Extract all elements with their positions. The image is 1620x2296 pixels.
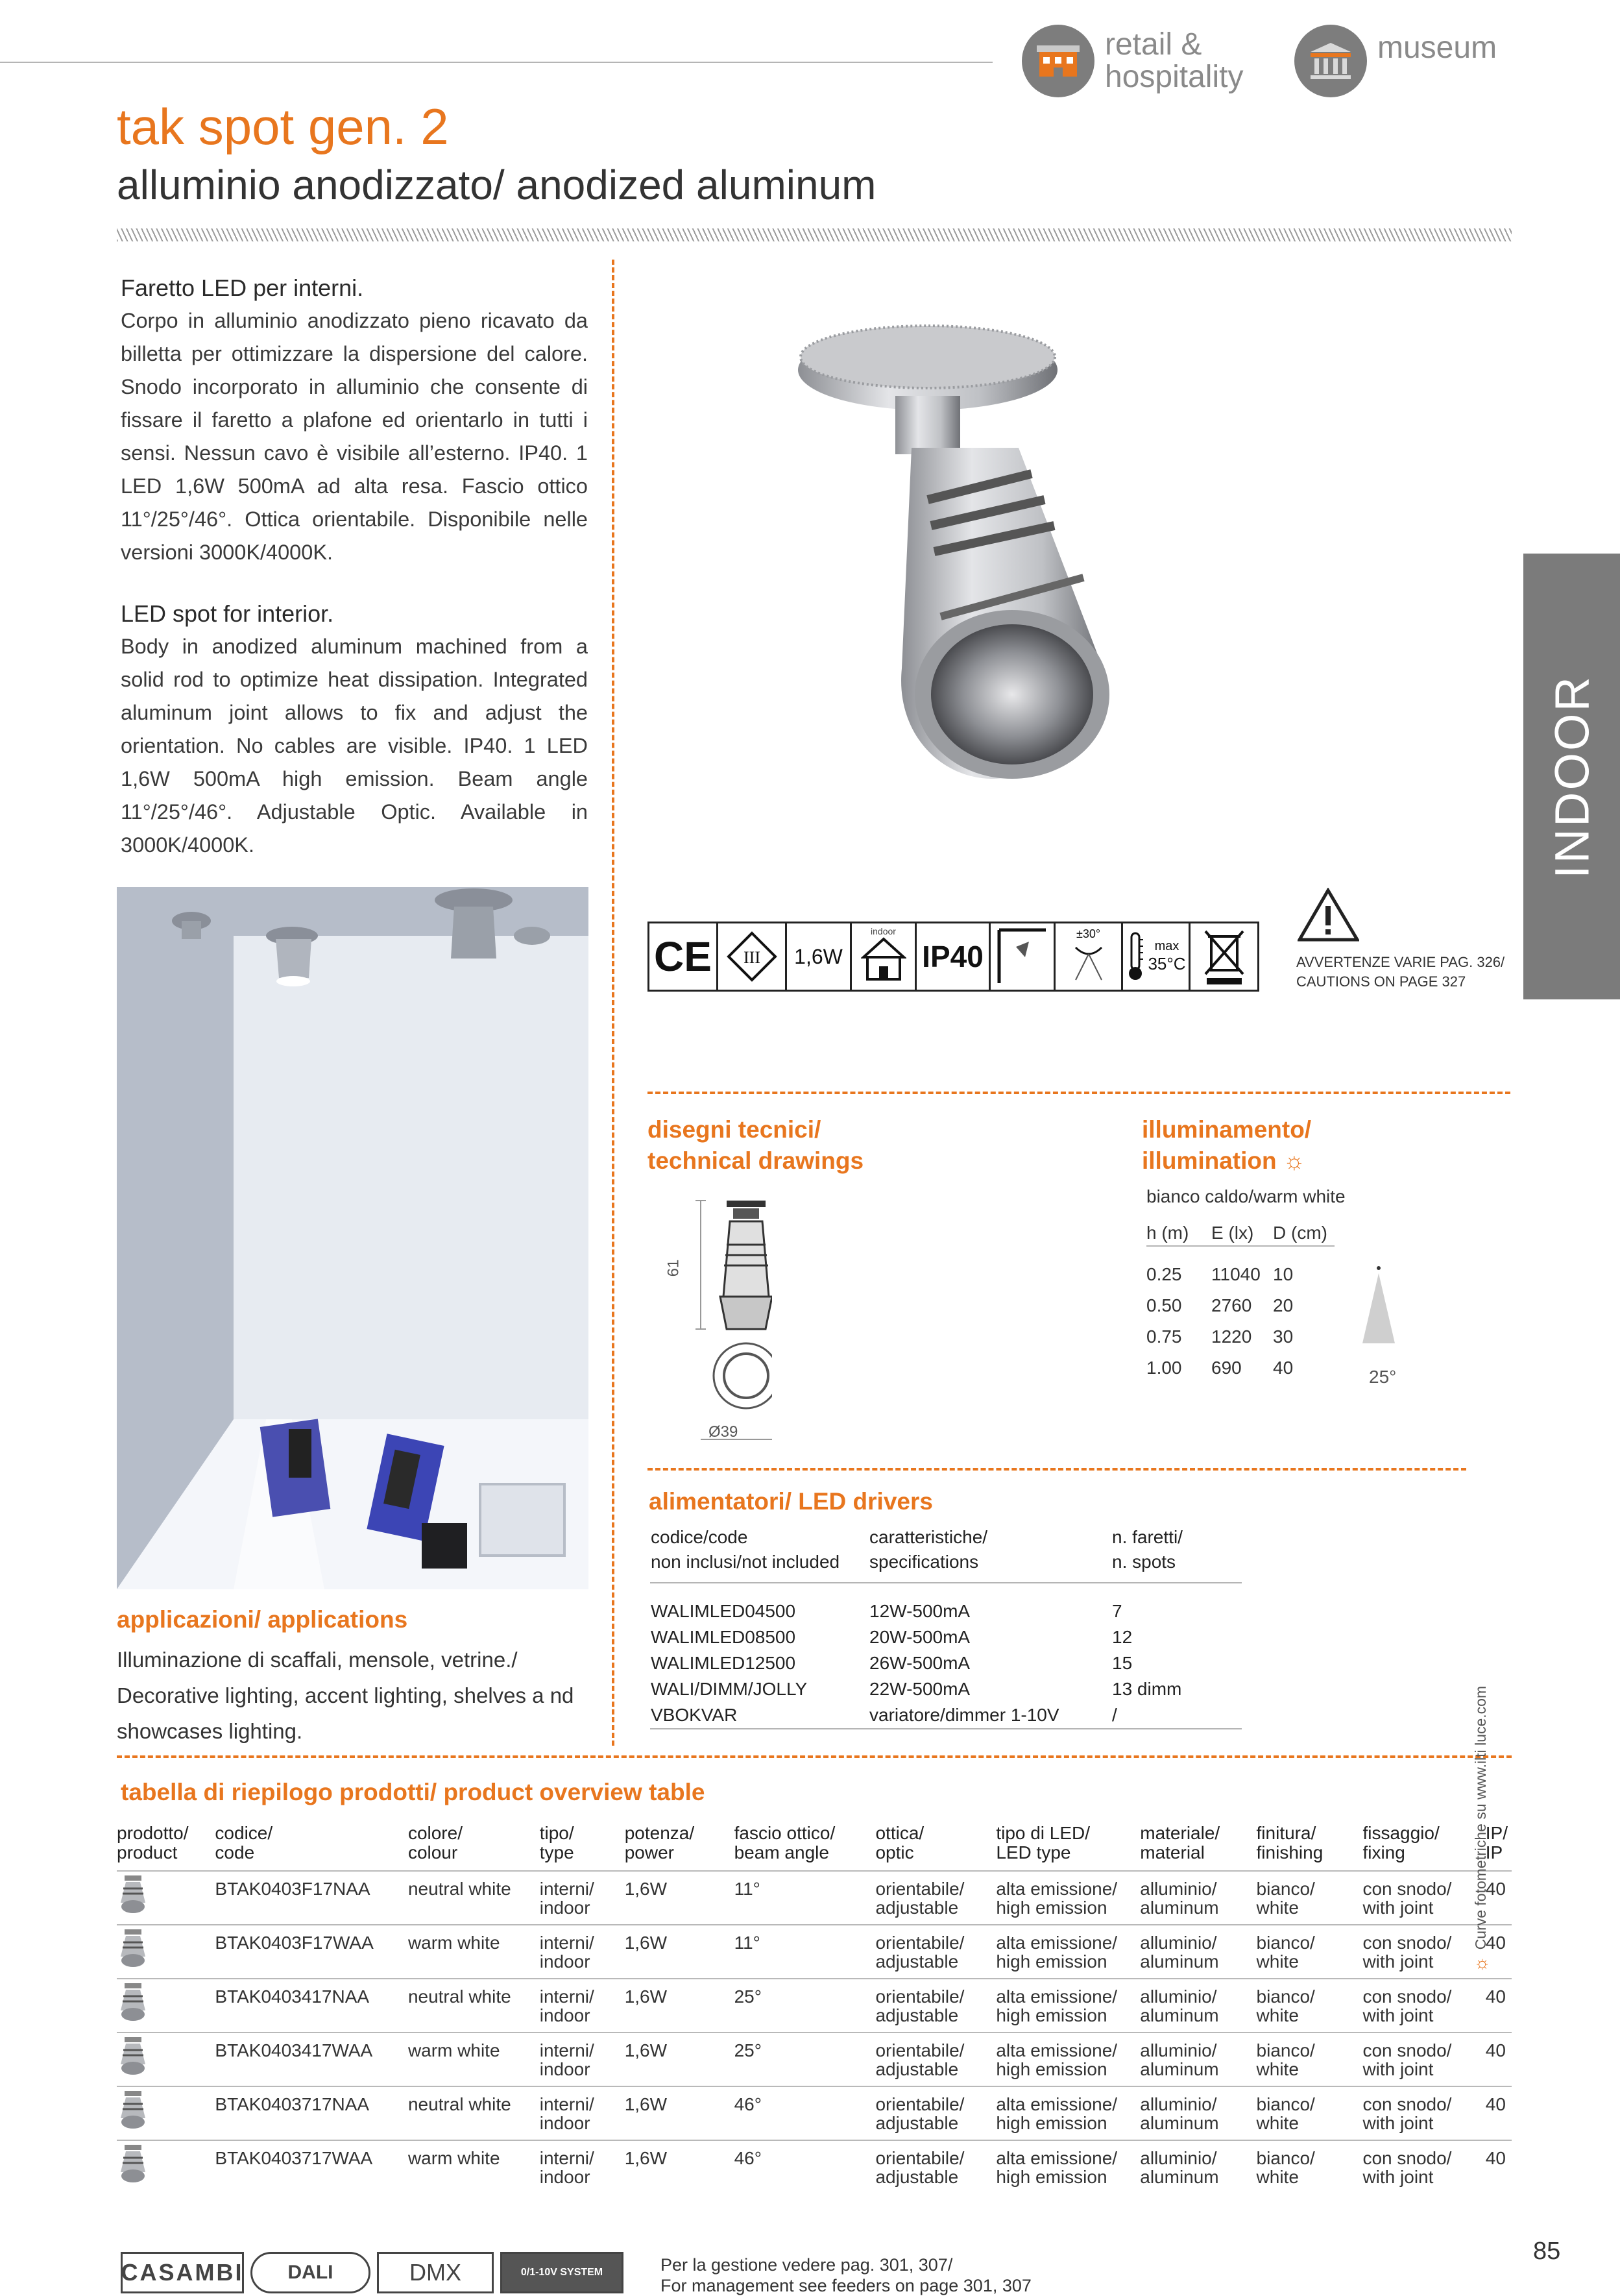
col-fixing-en: fixing: [1362, 1842, 1405, 1862]
col-product: prodotto/: [117, 1823, 189, 1843]
dmx-logo: DMX: [377, 2252, 494, 2293]
illumination-subtitle: bianco caldo/warm white: [1146, 1186, 1346, 1206]
product-optic: [875, 2086, 996, 2140]
product-fixing-line2: with joint: [1362, 2113, 1434, 2133]
product-optic-line1: orientabile/: [875, 1879, 965, 1899]
table-row: [117, 1979, 1512, 2033]
product-code: BTAK0403717NAA: [215, 2086, 408, 2140]
driver-spec: 26W-500mA: [869, 1653, 971, 1673]
product-material-line2: aluminum: [1140, 2167, 1219, 2187]
product-finishing: [1257, 1979, 1363, 2033]
driver-code: WALI/DIMM/JOLLY: [651, 1679, 808, 1699]
sun-icon: ☼: [1470, 1956, 1490, 1973]
product-colour: warm white: [408, 2140, 540, 2194]
driver-code: WALIMLED12500: [651, 1653, 796, 1673]
product-finishing-line2: white: [1256, 2005, 1299, 2025]
product-material: [1140, 1871, 1256, 1925]
product-type-line1: interni/: [539, 1879, 594, 1899]
drivers-heading: alimentatori/ LED drivers: [649, 1488, 933, 1515]
product-photo: [798, 305, 1135, 844]
product-fixing-line1: con snodo/: [1362, 1879, 1452, 1899]
product-type-line2: indoor: [539, 2005, 590, 2025]
ceiling-mount-icon: [991, 923, 1056, 990]
product-led-line1: alta emissione/: [996, 2040, 1118, 2060]
ip-rating: IP40: [917, 923, 991, 990]
product-optic-line1: orientabile/: [875, 2040, 965, 2060]
product-optic-line1: orientabile/: [875, 1986, 965, 2007]
product-colour: neutral white: [408, 1871, 540, 1925]
product-led: [996, 2086, 1140, 2140]
product-material-line1: alluminio/: [1140, 1986, 1217, 2007]
table-row: [650, 1598, 1242, 1624]
table-row: [1146, 1352, 1335, 1384]
product-fixing: [1362, 2140, 1485, 2194]
table-row: [1146, 1290, 1335, 1321]
vertical-divider: [612, 260, 614, 1746]
casambi-logo: CASAMBI: [121, 2252, 244, 2293]
product-type: [540, 2086, 625, 2140]
product-beam: 25°: [734, 1979, 876, 2033]
drivers-col-spots: n. faretti/: [1112, 1527, 1183, 1547]
category-retail[interactable]: [1022, 25, 1243, 97]
illumination-col-e: E (lx): [1211, 1222, 1254, 1243]
product-fixing-line2: with joint: [1362, 1951, 1434, 1972]
product-type: [540, 1979, 625, 2033]
page-number: 85: [1533, 2238, 1561, 2265]
product-led: [996, 2140, 1140, 2194]
illumination-heading-line2: illumination: [1142, 1147, 1277, 1174]
product-material-line1: alluminio/: [1140, 2094, 1217, 2114]
product-optic-line2: adjustable: [875, 2167, 959, 2187]
product-optic-line2: adjustable: [875, 2059, 959, 2079]
drivers-col-code-sub: non inclusi/not included: [651, 1552, 840, 1572]
product-fixing-line1: con snodo/: [1362, 2148, 1452, 2168]
product-finishing: [1257, 2140, 1363, 2194]
col-fixing: fissaggio/: [1362, 1823, 1440, 1843]
header-rule: [0, 62, 993, 63]
warning-text: [1296, 953, 1505, 992]
description-english: [121, 597, 588, 862]
product-power: 1,6W: [625, 2086, 734, 2140]
driver-spots: 7: [1112, 1601, 1122, 1621]
dali-logo: DALI: [250, 2252, 370, 2293]
driver-spec: 22W-500mA: [869, 1679, 971, 1699]
col-material-en: material: [1140, 1842, 1205, 1862]
ill-d: 40: [1273, 1358, 1294, 1378]
control-logos: [121, 2252, 623, 2293]
product-colour: warm white: [408, 2033, 540, 2086]
col-colour: colore/: [407, 1823, 463, 1843]
col-code: codice/: [215, 1823, 273, 1843]
product-optic-line1: orientabile/: [875, 2148, 965, 2168]
product-material-line1: alluminio/: [1140, 1879, 1217, 1899]
product-beam: 25°: [734, 2033, 876, 2086]
svg-text:III: III: [743, 948, 760, 967]
product-finishing-line2: white: [1256, 1898, 1299, 1918]
footer-note-line1: Per la gestione vedere pag. 301, 307/: [660, 2255, 953, 2275]
ce-mark: CE: [649, 923, 718, 990]
ill-h: 1.00: [1146, 1358, 1182, 1378]
overview-heading: tabella di riepilogo prodotti/ product overview table: [121, 1779, 705, 1805]
product-beam: 11°: [734, 1871, 876, 1925]
beam-angle-label: 25°: [1369, 1367, 1397, 1387]
warning-line2: CAUTIONS ON PAGE 327: [1296, 973, 1466, 990]
product-fixing-line1: con snodo/: [1362, 1933, 1452, 1953]
product-finishing: [1257, 1925, 1363, 1979]
table-row: [117, 2033, 1512, 2086]
product-ip: 40: [1486, 2086, 1512, 2140]
product-code: BTAK0403717WAA: [215, 2140, 408, 2194]
application-photo: [117, 887, 588, 1589]
description-italian: [121, 271, 588, 569]
product-thumbnail-icon: [117, 2060, 149, 2080]
product-optic-line1: orientabile/: [875, 1933, 965, 1953]
illumination-heading-line1: illuminamento/: [1142, 1116, 1312, 1143]
col-code-en: code: [215, 1842, 255, 1862]
product-finishing-line2: white: [1256, 2113, 1299, 2133]
product-type-line1: interni/: [539, 2040, 594, 2060]
product-finishing-line1: bianco/: [1256, 1986, 1315, 2007]
drivers-col-spots-sub: n. spots: [1112, 1552, 1176, 1572]
product-material: [1140, 1979, 1256, 2033]
dashed-divider-drivers: [647, 1468, 1466, 1471]
product-finishing: [1257, 2086, 1363, 2140]
ill-h: 0.25: [1146, 1264, 1182, 1284]
technical-heading-line2: technical drawings: [647, 1147, 864, 1174]
product-ip: 40: [1486, 2033, 1512, 2086]
product-fixing-line1: con snodo/: [1362, 1986, 1452, 2007]
footer-note-line2: For management see feeders on page 301, 307: [660, 2276, 1032, 2295]
col-beam-en: beam angle: [734, 1842, 829, 1862]
product-material: [1140, 1925, 1256, 1979]
product-finishing-line1: bianco/: [1256, 1933, 1315, 1953]
col-beam: fascio ottico/: [734, 1823, 836, 1843]
category-museum[interactable]: [1294, 25, 1497, 97]
product-beam: 46°: [734, 2086, 876, 2140]
illumination-col-h: h (m): [1146, 1222, 1189, 1243]
product-finishing-line1: bianco/: [1256, 2094, 1315, 2114]
one-ten-volt-logo: 0/1-10V SYSTEM: [500, 2252, 623, 2293]
product-material-line1: alluminio/: [1140, 2040, 1217, 2060]
product-thumbnail-icon: [117, 2168, 149, 2188]
side-note: [1468, 1687, 1493, 1973]
ill-e: 1220: [1211, 1326, 1252, 1347]
product-fixing: [1362, 2033, 1485, 2086]
driver-spots: 12: [1112, 1627, 1133, 1647]
product-optic: [875, 2140, 996, 2194]
product-led-line1: alta emissione/: [996, 2094, 1118, 2114]
drivers-table: [650, 1524, 1242, 1729]
table-row: [117, 1925, 1512, 1979]
warning-icon: [1298, 888, 1359, 942]
overview-table: [117, 1824, 1512, 2194]
col-ip-en: IP: [1485, 1842, 1503, 1862]
ill-h: 0.75: [1146, 1326, 1182, 1347]
description-it-lead: Faretto LED per interni.: [121, 275, 364, 301]
side-note-text: Curve fotometriche su www.ilti luce.com: [1471, 1685, 1489, 1950]
page-subtitle: alluminio anodizzato/ anodized aluminum: [117, 162, 876, 208]
product-type-line2: indoor: [539, 1951, 590, 1972]
product-thumbnail-icon: [117, 1952, 149, 1972]
description-en-lead: LED spot for interior.: [121, 600, 334, 627]
product-led-line2: high emission: [996, 2005, 1107, 2025]
product-type-line1: interni/: [539, 2148, 594, 2168]
product-finishing-line2: white: [1256, 2059, 1299, 2079]
product-led-line2: high emission: [996, 1951, 1107, 1972]
power-rating: 1,6W: [787, 923, 852, 990]
product-beam: 46°: [734, 2140, 876, 2194]
product-led-line2: high emission: [996, 1898, 1107, 1918]
table-row: [1146, 1321, 1335, 1352]
product-material-line1: alluminio/: [1140, 2148, 1217, 2168]
product-led: [996, 2033, 1140, 2086]
product-type-line1: interni/: [539, 2094, 594, 2114]
product-material-line2: aluminum: [1140, 2059, 1219, 2079]
ill-h: 0.50: [1146, 1295, 1182, 1315]
museum-icon: [1294, 25, 1367, 97]
product-led-line2: high emission: [996, 2113, 1107, 2133]
table-row: [117, 2086, 1512, 2140]
product-type-line2: indoor: [539, 1898, 590, 1918]
driver-spots: /: [1112, 1705, 1117, 1725]
col-ip: IP/: [1485, 1823, 1508, 1843]
technical-heading-line1: disegni tecnici/: [647, 1116, 821, 1143]
drivers-col-code: codice/code: [651, 1527, 748, 1547]
technical-drawing: [681, 1199, 772, 1441]
weee-bin-icon: [1191, 923, 1257, 990]
product-led-line2: high emission: [996, 2167, 1107, 2187]
product-finishing: [1257, 1871, 1363, 1925]
diameter-dimension: Ø39: [708, 1423, 738, 1441]
col-finishing: finitura/: [1256, 1823, 1316, 1843]
product-code: BTAK0403417WAA: [215, 2033, 408, 2086]
product-type-line2: indoor: [539, 2167, 590, 2187]
col-type: tipo/: [539, 1823, 574, 1843]
col-power: potenza/: [624, 1823, 695, 1843]
product-colour: neutral white: [408, 1979, 540, 2033]
table-row: [650, 1676, 1242, 1702]
col-optic: ottica/: [875, 1823, 925, 1843]
product-fixing-line2: with joint: [1362, 1898, 1434, 1918]
col-material: materiale/: [1140, 1823, 1220, 1843]
product-material: [1140, 2086, 1256, 2140]
shop-icon: [1022, 25, 1094, 97]
product-optic-line2: adjustable: [875, 1951, 959, 1972]
product-led-line1: alta emissione/: [996, 1986, 1118, 2007]
illumination-table: [1146, 1220, 1335, 1384]
tilt-label: ±30°: [1076, 927, 1101, 940]
footer-note: [660, 2254, 1032, 2296]
driver-code: VBOKVAR: [651, 1705, 738, 1725]
product-finishing: [1257, 2033, 1363, 2086]
product-material: [1140, 2140, 1256, 2194]
category-retail-line1: retail &: [1105, 27, 1202, 62]
temperature-value: 35°C: [1148, 954, 1186, 973]
product-power: 1,6W: [625, 1871, 734, 1925]
ill-e: 2760: [1211, 1295, 1252, 1315]
col-type-en: type: [539, 1842, 574, 1862]
tilt-icon: [1056, 923, 1123, 990]
ill-e: 11040: [1211, 1264, 1261, 1284]
product-optic: [875, 2033, 996, 2086]
product-ip: 40: [1486, 1979, 1512, 2033]
description-it-body: Corpo in alluminio anodizzato pieno ricavato da billetta per ottimizzare la dispersione del calore. Snodo incorporato in alluminio che consente di fissare il faretto a plafone ed orientarlo in tutti i sensi. Nessun cavo è visibile all’esterno. IP40. 1 LED 1,6W 500mA ad alta resa. Fascio ottico 11°/25°/46°. Ottica orientabile. Disponibile nelle versioni 3000K/4000K.: [121, 309, 588, 564]
driver-spots: 15: [1112, 1653, 1133, 1673]
category-museum-label: museum: [1377, 31, 1497, 65]
product-fixing: [1362, 2086, 1485, 2140]
description-en-body: Body in anodized aluminum machined from a solid rod to optimize heat dissipation. Integrated aluminum joint allows to fix and adjust the orientation. No cables are visible. IP40. 1 LED 1,6W 500mA high emission. Beam angle 11°/25°/46°. Adjustable Optic. Available in 3000K/4000K.: [121, 635, 588, 857]
product-led: [996, 1979, 1140, 2033]
illumination-col-d: D (cm): [1273, 1222, 1327, 1243]
product-material: [1140, 2033, 1256, 2086]
page-title: tak spot gen. 2: [117, 98, 449, 155]
product-thumbnail-icon: [117, 2006, 149, 2026]
product-power: 1,6W: [625, 1979, 734, 2033]
product-type-line2: indoor: [539, 2113, 590, 2133]
product-type-line1: interni/: [539, 1933, 594, 1953]
product-fixing-line1: con snodo/: [1362, 2040, 1452, 2060]
table-row: [117, 1871, 1512, 1925]
product-thumbnail-icon: [117, 2114, 149, 2134]
driver-code: WALIMLED08500: [651, 1627, 796, 1647]
col-optic-en: optic: [875, 1842, 914, 1862]
product-led-line1: alta emissione/: [996, 1879, 1118, 1899]
product-material-line2: aluminum: [1140, 1898, 1219, 1918]
dashed-divider-tech: [647, 1092, 1510, 1094]
product-material-line1: alluminio/: [1140, 1933, 1217, 1953]
driver-spots: 13 dimm: [1112, 1679, 1182, 1699]
applications-text: Illuminazione di scaffali, mensole, vetrine./ Decorative lighting, accent lighting, shelves a nd showcases lighting.: [117, 1648, 574, 1743]
table-row: [117, 2140, 1512, 2194]
product-ip: 40: [1486, 1925, 1512, 1979]
driver-spec: 12W-500mA: [869, 1601, 971, 1621]
driver-spec: variatore/dimmer 1-10V: [869, 1705, 1059, 1725]
driver-code: WALIMLED04500: [651, 1601, 796, 1621]
product-code: BTAK0403417NAA: [215, 1979, 408, 2033]
dashed-divider-overview: [117, 1755, 1512, 1758]
product-fixing-line2: with joint: [1362, 2167, 1434, 2187]
product-material-line2: aluminum: [1140, 2113, 1219, 2133]
product-type-line1: interni/: [539, 1986, 594, 2007]
col-power-en: power: [624, 1842, 674, 1862]
product-fixing: [1362, 1979, 1485, 2033]
product-ip: 40: [1486, 1871, 1512, 1925]
drivers-col-spec: caratteristiche/: [869, 1527, 988, 1547]
product-optic-line2: adjustable: [875, 1898, 959, 1918]
product-finishing-line2: white: [1256, 1951, 1299, 1972]
table-row: [1146, 1259, 1335, 1290]
product-optic-line1: orientabile/: [875, 2094, 965, 2114]
product-finishing-line2: white: [1256, 2167, 1299, 2187]
temperature-icon: [1123, 923, 1191, 990]
product-colour: warm white: [408, 1925, 540, 1979]
indoor-icon: [852, 923, 917, 990]
product-colour: neutral white: [408, 2086, 540, 2140]
product-material-line2: aluminum: [1140, 2005, 1219, 2025]
product-material-line2: aluminum: [1140, 1951, 1219, 1972]
height-dimension: 61: [664, 1259, 683, 1277]
product-fixing-line1: con snodo/: [1362, 2094, 1452, 2114]
product-power: 1,6W: [625, 2033, 734, 2086]
product-fixing-line2: with joint: [1362, 2059, 1434, 2079]
class-iii-icon: [718, 923, 787, 990]
product-fixing-line2: with joint: [1362, 2005, 1434, 2025]
indoor-tab: [1523, 554, 1620, 999]
product-power: 1,6W: [625, 1925, 734, 1979]
product-optic: [875, 1979, 996, 2033]
col-led-en: LED type: [996, 1842, 1071, 1862]
col-finishing-en: finishing: [1256, 1842, 1324, 1862]
drivers-col-spec-sub: specifications: [869, 1552, 979, 1572]
ill-e: 690: [1211, 1358, 1242, 1378]
product-optic: [875, 1871, 996, 1925]
product-led: [996, 1871, 1140, 1925]
col-led: tipo di LED/: [996, 1823, 1091, 1843]
product-thumbnail-icon: [117, 1898, 149, 1918]
product-optic: [875, 1925, 996, 1979]
product-optic-line2: adjustable: [875, 2113, 959, 2133]
illumination-heading: [1142, 1114, 1311, 1177]
table-row: [650, 1624, 1242, 1650]
product-ip: 40: [1486, 2140, 1512, 2194]
hatched-divider: [117, 228, 1512, 241]
product-finishing-line1: bianco/: [1256, 1879, 1315, 1899]
indoor-label: indoor: [871, 926, 896, 936]
product-power: 1,6W: [625, 2140, 734, 2194]
product-beam: 11°: [734, 1925, 876, 1979]
product-finishing-line1: bianco/: [1256, 2040, 1315, 2060]
certification-symbols: [647, 922, 1259, 992]
indoor-tab-label: INDOOR: [1545, 674, 1599, 879]
ill-d: 10: [1273, 1264, 1294, 1284]
ill-d: 20: [1273, 1295, 1294, 1315]
beam-cone-icon: [1359, 1265, 1398, 1347]
col-product-en: product: [117, 1842, 178, 1862]
product-type: [540, 1925, 625, 1979]
product-type: [540, 1871, 625, 1925]
col-colour-en: colour: [407, 1842, 458, 1862]
product-code: BTAK0403F17NAA: [215, 1871, 408, 1925]
category-retail-line2: hospitality: [1105, 60, 1244, 94]
product-finishing-line1: bianco/: [1256, 2148, 1315, 2168]
product-led-line2: high emission: [996, 2059, 1107, 2079]
technical-heading: [647, 1114, 864, 1177]
product-optic-line2: adjustable: [875, 2005, 959, 2025]
applications-heading: applicazioni/ applications: [117, 1606, 408, 1633]
product-code: BTAK0403F17WAA: [215, 1925, 408, 1979]
product-type-line2: indoor: [539, 2059, 590, 2079]
product-led: [996, 1925, 1140, 1979]
table-row: [650, 1702, 1242, 1729]
warning-line1: AVVERTENZE VARIE PAG. 326/: [1296, 954, 1505, 970]
driver-spec: 20W-500mA: [869, 1627, 971, 1647]
temperature-max-label: max: [1154, 939, 1179, 953]
product-type: [540, 2033, 625, 2086]
product-led-line1: alta emissione/: [996, 1933, 1118, 1953]
product-led-line1: alta emissione/: [996, 2148, 1118, 2168]
product-type: [540, 2140, 625, 2194]
table-row: [650, 1650, 1242, 1676]
ill-d: 30: [1273, 1326, 1294, 1347]
sun-icon: ☼: [1283, 1147, 1305, 1174]
